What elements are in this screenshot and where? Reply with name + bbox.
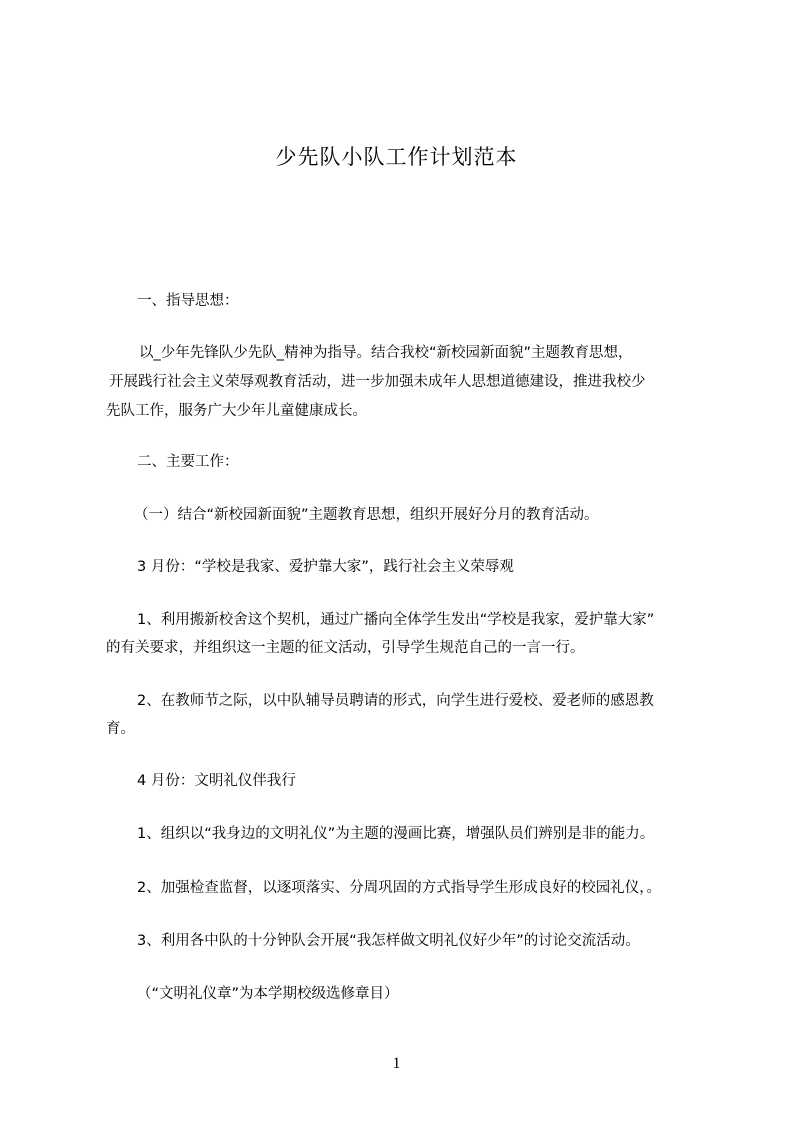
april-item: 3、利用各中队的十分钟队会开展“我怎样做文明礼仪好少年”的讨论交流活动。 bbox=[137, 933, 640, 949]
section1-paragraph-line: 以_少年先锋队少先队_精神为指导。结合我校“新校园新面貌”主题教育思想， bbox=[139, 345, 633, 361]
april-item: 2、加强检查监督，以逐项落实、分周巩固的方式指导学生形成良好的校园礼仪，。 bbox=[137, 880, 661, 896]
march-item-line: 2、在教师节之际，以中队辅导员聘请的形式，向学生进行爱校、爱老师的感恩教 bbox=[137, 693, 654, 709]
section1-paragraph-line: 先队工作，服务广大少年儿童健康成长。 bbox=[106, 403, 367, 419]
section2-heading: 二、主要工作： bbox=[137, 454, 239, 470]
march-item-line: 的有关要求，并组织这一主题的征文活动，引导学生规范自己的一言一行。 bbox=[106, 640, 585, 656]
page-number: 1 bbox=[392, 1055, 401, 1072]
section1-heading: 一、指导思想： bbox=[137, 293, 239, 309]
subsection-heading: （一）结合“新校园新面貌”主题教育思想，组织开展好分月的教育活动。 bbox=[134, 507, 599, 523]
march-item-line: 育。 bbox=[106, 721, 135, 737]
april-note: （“文明礼仪章”为本学期校级选修章目） bbox=[137, 986, 399, 1002]
page-title: 少先队小队工作计划范本 bbox=[275, 145, 518, 169]
march-item-line: 1、利用搬新校舍这个契机，通过广播向全体学生发出“学校是我家，爱护靠大家” bbox=[137, 612, 655, 628]
section1-paragraph-line: 开展践行社会主义荣辱观教育活动，进一步加强未成年人思想道德建设，推进我校少 bbox=[109, 374, 646, 390]
april-item: 1、组织以“我身边的文明礼仪”为主题的漫画比赛，增强队员们辨别是非的能力。 bbox=[137, 826, 655, 842]
march-heading: 3 月份：“学校是我家、爱护靠大家”，践行社会主义荣辱观 bbox=[137, 559, 514, 575]
april-heading: 4 月份：文明礼仪伴我行 bbox=[137, 773, 296, 789]
